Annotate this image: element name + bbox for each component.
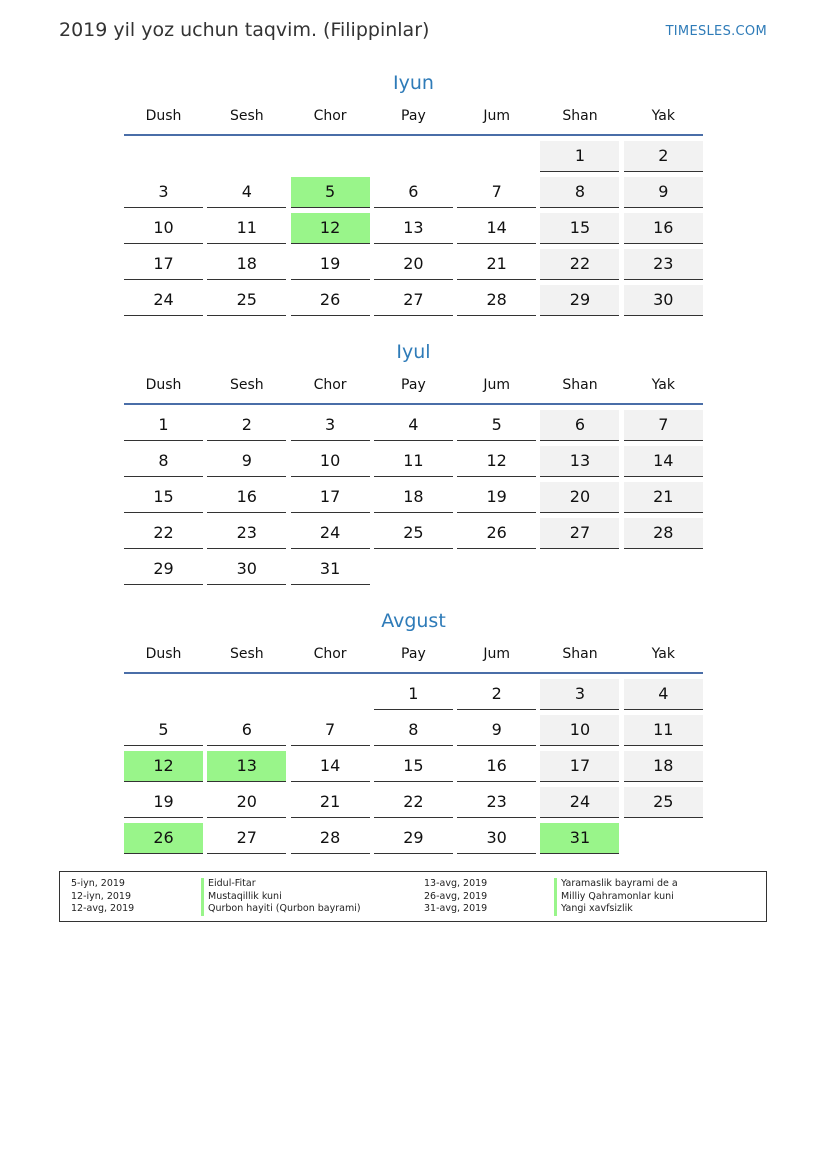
day-cell: 5 xyxy=(457,410,536,441)
legend-date: 13-avg, 2019 xyxy=(424,878,488,889)
weekday-label: Shan xyxy=(562,646,598,662)
day-cell: 7 xyxy=(624,410,703,441)
weekday-label: Pay xyxy=(401,108,426,124)
day-cell: 1 xyxy=(540,141,619,172)
weekday-label: Shan xyxy=(562,377,598,393)
day-cell: 5 xyxy=(124,715,203,746)
day-cell: 13 xyxy=(374,213,453,244)
day-cell: 10 xyxy=(540,715,619,746)
holiday-day-cell: 13 xyxy=(207,751,286,782)
day-cell: 11 xyxy=(624,715,703,746)
day-cell: 22 xyxy=(540,249,619,280)
day-cell: 9 xyxy=(207,446,286,477)
legend-row xyxy=(424,891,678,904)
empty-day-cell xyxy=(457,141,536,172)
day-cell: 25 xyxy=(624,787,703,818)
day-cell: 3 xyxy=(124,177,203,208)
day-cell: 17 xyxy=(540,751,619,782)
weekday-label: Dush xyxy=(145,646,182,662)
legend-column-right xyxy=(424,878,678,916)
legend-date: 5-iyn, 2019 xyxy=(71,878,125,889)
weekday-label: Sesh xyxy=(229,646,264,662)
day-cell: 26 xyxy=(457,518,536,549)
weekday-label: Jum xyxy=(483,646,510,662)
legend-row xyxy=(71,903,361,916)
day-cell: 29 xyxy=(374,823,453,854)
day-cell: 14 xyxy=(624,446,703,477)
day-cell: 23 xyxy=(624,249,703,280)
day-cell: 20 xyxy=(374,249,453,280)
weekday-label: Sesh xyxy=(229,377,264,393)
month-title: Iyul xyxy=(396,341,431,363)
empty-day-cell xyxy=(207,679,286,710)
holiday-day-cell: 5 xyxy=(291,177,370,208)
day-cell: 6 xyxy=(374,177,453,208)
month-title: Avgust xyxy=(381,610,446,632)
day-cell: 30 xyxy=(624,285,703,316)
weekday-label: Chor xyxy=(313,377,347,393)
day-cell: 8 xyxy=(124,446,203,477)
day-cell: 17 xyxy=(124,249,203,280)
day-cell: 28 xyxy=(291,823,370,854)
day-cell: 10 xyxy=(291,446,370,477)
legend-row xyxy=(71,878,361,891)
holiday-day-cell: 12 xyxy=(124,751,203,782)
day-cell: 6 xyxy=(207,715,286,746)
day-cell: 21 xyxy=(291,787,370,818)
day-cell: 20 xyxy=(540,482,619,513)
month-calendar-june xyxy=(124,68,703,316)
day-cell: 2 xyxy=(207,410,286,441)
day-cell: 30 xyxy=(457,823,536,854)
legend-date: 12-avg, 2019 xyxy=(71,903,135,914)
day-cell: 2 xyxy=(457,679,536,710)
day-cell: 23 xyxy=(207,518,286,549)
empty-day-cell xyxy=(124,141,203,172)
day-cell: 6 xyxy=(540,410,619,441)
day-cell: 28 xyxy=(624,518,703,549)
day-cell: 7 xyxy=(291,715,370,746)
day-cell: 29 xyxy=(540,285,619,316)
legend-holiday-name: Qurbon hayiti (Qurbon bayrami) xyxy=(201,903,361,916)
empty-day-cell xyxy=(291,141,370,172)
day-cell: 9 xyxy=(457,715,536,746)
day-cell: 19 xyxy=(291,249,370,280)
day-cell: 24 xyxy=(124,285,203,316)
day-cell: 11 xyxy=(374,446,453,477)
days-grid xyxy=(124,679,703,854)
legend-date: 31-avg, 2019 xyxy=(424,903,488,914)
day-cell: 28 xyxy=(457,285,536,316)
legend-column-left xyxy=(71,878,361,916)
day-cell: 10 xyxy=(124,213,203,244)
day-cell: 17 xyxy=(291,482,370,513)
empty-day-cell xyxy=(124,679,203,710)
legend-row xyxy=(71,891,361,904)
weekday-header xyxy=(124,98,703,136)
weekday-label: Chor xyxy=(313,646,347,662)
day-cell: 22 xyxy=(124,518,203,549)
day-cell: 29 xyxy=(124,554,203,585)
day-cell: 26 xyxy=(291,285,370,316)
day-cell: 19 xyxy=(124,787,203,818)
day-cell: 16 xyxy=(624,213,703,244)
legend-row xyxy=(424,903,678,916)
day-cell: 22 xyxy=(374,787,453,818)
holiday-legend xyxy=(59,871,767,922)
weekday-label: Sesh xyxy=(229,108,264,124)
weekday-label: Pay xyxy=(401,646,426,662)
empty-day-cell xyxy=(291,679,370,710)
day-cell: 9 xyxy=(624,177,703,208)
day-cell: 18 xyxy=(374,482,453,513)
weekday-label: Pay xyxy=(401,377,426,393)
day-cell: 7 xyxy=(457,177,536,208)
day-cell: 4 xyxy=(207,177,286,208)
weekday-label: Dush xyxy=(145,377,182,393)
site-link[interactable]: TIMESLES.COM xyxy=(665,24,767,39)
weekday-label: Dush xyxy=(145,108,182,124)
holiday-day-cell: 26 xyxy=(124,823,203,854)
day-cell: 23 xyxy=(457,787,536,818)
day-cell: 25 xyxy=(207,285,286,316)
empty-day-cell xyxy=(207,141,286,172)
legend-holiday-name: Eidul-Fitar xyxy=(201,878,256,891)
legend-holiday-name: Milliy Qahramonlar kuni xyxy=(554,891,674,904)
day-cell: 15 xyxy=(374,751,453,782)
day-cell: 11 xyxy=(207,213,286,244)
weekday-label: Shan xyxy=(562,108,598,124)
legend-date: 12-iyn, 2019 xyxy=(71,890,132,902)
weekday-label: Yak xyxy=(651,377,675,393)
day-cell: 24 xyxy=(540,787,619,818)
day-cell: 15 xyxy=(540,213,619,244)
day-cell: 18 xyxy=(624,751,703,782)
day-cell: 21 xyxy=(624,482,703,513)
day-cell: 31 xyxy=(291,554,370,585)
day-cell: 8 xyxy=(374,715,453,746)
holiday-day-cell: 12 xyxy=(291,213,370,244)
days-grid xyxy=(124,410,703,585)
day-cell: 25 xyxy=(374,518,453,549)
day-cell: 12 xyxy=(457,446,536,477)
day-cell: 1 xyxy=(374,679,453,710)
weekday-label: Chor xyxy=(313,108,347,124)
month-calendar-july xyxy=(124,337,703,585)
weekday-label: Yak xyxy=(651,108,675,124)
month-calendar-august xyxy=(124,606,703,854)
day-cell: 14 xyxy=(457,213,536,244)
day-cell: 13 xyxy=(540,446,619,477)
day-cell: 1 xyxy=(124,410,203,441)
legend-date: 26-avg, 2019 xyxy=(424,890,488,902)
day-cell: 3 xyxy=(540,679,619,710)
day-cell: 27 xyxy=(207,823,286,854)
day-cell: 8 xyxy=(540,177,619,208)
page-title: 2019 yil yoz uchun taqvim. (Filippinlar) xyxy=(59,19,430,41)
day-cell: 4 xyxy=(374,410,453,441)
day-cell: 24 xyxy=(291,518,370,549)
day-cell: 20 xyxy=(207,787,286,818)
day-cell: 19 xyxy=(457,482,536,513)
day-cell: 16 xyxy=(207,482,286,513)
day-cell: 30 xyxy=(207,554,286,585)
empty-day-cell xyxy=(374,141,453,172)
legend-holiday-name: Yangi xavfsizlik xyxy=(554,903,633,916)
month-title: Iyun xyxy=(393,72,434,94)
day-cell: 14 xyxy=(291,751,370,782)
day-cell: 4 xyxy=(624,679,703,710)
legend-holiday-name: Mustaqillik kuni xyxy=(201,891,282,904)
day-cell: 18 xyxy=(207,249,286,280)
day-cell: 27 xyxy=(374,285,453,316)
days-grid xyxy=(124,141,703,316)
day-cell: 27 xyxy=(540,518,619,549)
day-cell: 2 xyxy=(624,141,703,172)
weekday-label: Jum xyxy=(483,377,510,393)
holiday-day-cell: 31 xyxy=(540,823,619,854)
day-cell: 3 xyxy=(291,410,370,441)
day-cell: 21 xyxy=(457,249,536,280)
day-cell: 16 xyxy=(457,751,536,782)
legend-row xyxy=(424,878,678,891)
day-cell: 15 xyxy=(124,482,203,513)
weekday-header xyxy=(124,636,703,674)
weekday-label: Jum xyxy=(483,108,510,124)
weekday-label: Yak xyxy=(651,646,675,662)
weekday-header xyxy=(124,367,703,405)
legend-holiday-name: Yaramaslik bayrami de a xyxy=(554,878,678,891)
